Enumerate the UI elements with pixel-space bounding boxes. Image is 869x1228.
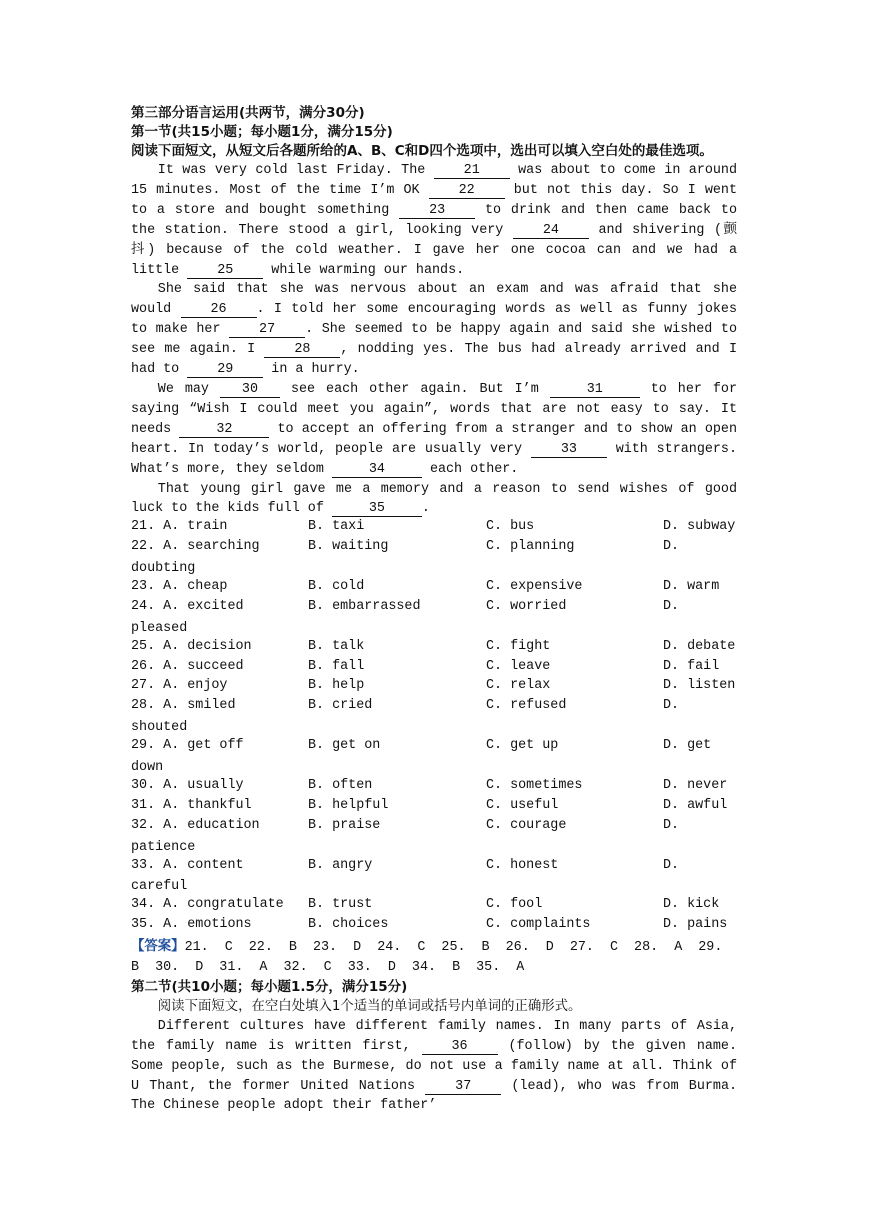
option-a[interactable]: [131, 678, 308, 698]
option-b[interactable]: [308, 858, 486, 878]
option-text: A. excited: [163, 598, 244, 614]
option-row: [131, 639, 737, 659]
option-text: D. fail: [663, 658, 720, 674]
option-text: A. get off: [163, 738, 244, 754]
option-c[interactable]: [486, 897, 663, 917]
option-text: A. congratulate: [163, 897, 284, 913]
option-a[interactable]: [131, 639, 308, 659]
option-d-continuation: careful: [131, 879, 188, 895]
option-wrap-row: [131, 838, 737, 858]
option-text: C. bus: [486, 519, 535, 535]
option-text: C. sometimes: [486, 777, 583, 793]
option-text: A. cheap: [163, 579, 228, 594]
question-number: 33.: [131, 857, 156, 873]
question-number: 22.: [131, 539, 156, 555]
document-page: [131, 104, 737, 1116]
option-b[interactable]: [308, 599, 486, 619]
option-text: D.: [663, 857, 680, 873]
question-number: 21.: [131, 519, 156, 535]
option-text: A. searching: [163, 539, 260, 555]
part-heading: 第三部分语言运用(共两节，满分30分): [131, 105, 365, 121]
option-text: A. content: [163, 857, 244, 873]
option-b[interactable]: [308, 917, 486, 937]
option-text: D. never: [663, 777, 728, 793]
option-text: A. decision: [163, 638, 252, 654]
passage1-paragraph-4: That young girl gave me a memory and a reason to send wishes of good luck to the kids full of 35 .: [131, 481, 737, 517]
answer-tag: 【答案】: [131, 939, 185, 955]
blank-27[interactable]: 27: [229, 322, 305, 338]
option-text: C. useful: [486, 797, 559, 813]
option-d[interactable]: [663, 917, 737, 937]
option-wrap-row: [131, 559, 737, 579]
option-d[interactable]: [663, 659, 737, 679]
option-d-continuation: shouted: [131, 720, 188, 736]
option-text: B. talk: [308, 638, 365, 654]
option-text: A. emotions: [163, 917, 252, 933]
option-b[interactable]: [308, 798, 486, 818]
option-text: D. kick: [663, 897, 720, 913]
option-d-continuation: down: [131, 760, 164, 776]
option-text: A. train: [163, 519, 228, 535]
option-d[interactable]: [663, 798, 737, 818]
blank-29[interactable]: 29: [187, 362, 263, 378]
option-text: D. pains: [663, 917, 728, 933]
option-text: B. trust: [308, 897, 373, 913]
option-c[interactable]: [486, 738, 663, 758]
blank-23[interactable]: 23: [399, 203, 475, 219]
option-row: [131, 858, 737, 878]
option-text: B. cold: [308, 579, 365, 594]
passage1-paragraph-1: It was very cold last Friday. The 21 was about to come in around 15 minutes. Most of the time I’m OK 22 but not this day. So I went to a store and bought something 23 to drink and then came back to the station. There stood a girl, looking very 24 and shivering (颤抖) because of the cold weather. I gave her one cocoa can and we had a little 25 while warming our hands.: [131, 163, 738, 278]
option-d[interactable]: [663, 579, 737, 599]
option-a[interactable]: [131, 818, 308, 838]
option-d-continuation: patience: [131, 839, 196, 855]
option-b[interactable]: [308, 818, 486, 838]
option-text: A. education: [163, 817, 260, 833]
option-text: A. enjoy: [163, 678, 228, 694]
passage2-paragraph-1: Different cultures have different family names. In many parts of Asia, the family name is written first, 36 (follow) by the given name. Some people, such as the Burmese, do not use a family name at all. Think of U Thant, the former United Nations 37 (lead), who was from Burma. The Chinese people adopt their father’: [131, 1018, 738, 1114]
option-b[interactable]: [308, 579, 486, 599]
option-b[interactable]: [308, 738, 486, 758]
section2-heading: 第二节(共10小题；每小题1.5分，满分15分): [131, 978, 408, 995]
blank-25[interactable]: 25: [187, 263, 263, 279]
option-a[interactable]: [131, 698, 308, 718]
option-text: C. get up: [486, 738, 559, 754]
question-number: 29.: [131, 738, 156, 754]
option-d[interactable]: [663, 738, 737, 758]
option-a[interactable]: [131, 798, 308, 818]
option-text: B. embarrassed: [308, 598, 421, 614]
option-text: C. courage: [486, 817, 567, 833]
option-text: B. fall: [308, 658, 365, 674]
option-d[interactable]: [663, 519, 737, 539]
option-c[interactable]: [486, 818, 663, 838]
section1-instructions: 阅读下面短文，从短文后各题所给的A、B、C和D四个选项中，选出可以填入空白处的最佳选项。: [131, 143, 713, 159]
option-text: B. choices: [308, 917, 389, 933]
option-a[interactable]: [131, 599, 308, 619]
option-b[interactable]: [308, 539, 486, 559]
option-row: [131, 659, 737, 679]
section2-instructions: 阅读下面短文，在空白处填入1个适当的单词或括号内单词的正确形式。: [157, 998, 582, 1014]
option-text: D.: [663, 539, 680, 555]
blank-35[interactable]: 35: [332, 501, 422, 517]
option-wrap-row: [131, 619, 737, 639]
question-number: 31.: [131, 797, 156, 813]
option-a[interactable]: [131, 858, 308, 878]
options-table: [131, 519, 737, 937]
option-text: C. expensive: [486, 579, 583, 594]
option-text: D. listen: [663, 678, 736, 694]
question-number: 28.: [131, 698, 156, 714]
option-row: [131, 897, 737, 917]
option-row: [131, 738, 737, 758]
option-text: B. praise: [308, 817, 381, 833]
option-text: D.: [663, 698, 680, 714]
question-number: 23.: [131, 579, 156, 594]
blank-22[interactable]: 22: [429, 183, 505, 199]
blank-33[interactable]: 33: [531, 442, 607, 458]
blank-30[interactable]: 30: [220, 382, 280, 398]
option-text: D. awful: [663, 797, 728, 813]
option-text: B. waiting: [308, 539, 389, 555]
option-text: C. relax: [486, 678, 551, 694]
option-d[interactable]: [663, 698, 737, 718]
option-row: [131, 778, 737, 798]
option-row: [131, 698, 737, 718]
option-b[interactable]: [308, 639, 486, 659]
option-a[interactable]: [131, 897, 308, 917]
option-text: C. fight: [486, 638, 551, 654]
option-c[interactable]: [486, 858, 663, 878]
option-b[interactable]: [308, 778, 486, 798]
option-d[interactable]: [663, 897, 737, 917]
option-text: C. honest: [486, 857, 559, 873]
answer-line-1: 【答案】21. C 22. B 23. D 24. C 25. B 26. D 27. C 28. A 29.: [131, 939, 723, 956]
question-number: 30.: [131, 777, 156, 793]
option-row: [131, 599, 737, 619]
option-row: [131, 798, 737, 818]
blank-36[interactable]: 36: [422, 1039, 498, 1055]
option-d[interactable]: [663, 778, 737, 798]
blank-26[interactable]: 26: [181, 302, 257, 318]
option-c[interactable]: [486, 778, 663, 798]
option-b[interactable]: [308, 659, 486, 679]
option-text: A. succeed: [163, 658, 244, 674]
option-text: A. usually: [163, 777, 244, 793]
option-text: C. worried: [486, 598, 567, 614]
option-row: [131, 579, 737, 599]
option-row: [131, 539, 737, 559]
option-a[interactable]: [131, 519, 308, 539]
option-a[interactable]: [131, 539, 308, 559]
option-text: C. fool: [486, 897, 543, 913]
option-wrap-row: [131, 877, 737, 897]
blank-21[interactable]: 21: [434, 163, 510, 179]
option-d[interactable]: [663, 678, 737, 698]
option-text: B. help: [308, 678, 365, 694]
option-b[interactable]: [308, 678, 486, 698]
option-a[interactable]: [131, 917, 308, 937]
option-text: B. helpful: [308, 797, 389, 813]
option-c[interactable]: [486, 678, 663, 698]
option-d[interactable]: [663, 639, 737, 659]
option-a[interactable]: [131, 778, 308, 798]
question-number: 27.: [131, 678, 156, 694]
option-c[interactable]: [486, 659, 663, 679]
passage1-paragraph-2: She said that she was nervous about an exam and was afraid that she would 26 . I told her some encouraging words as well as funny jokes to make her 27 . She seemed to be happy again and said she wished to see me again. I 28 , nodding yes. The bus had already arrived and I had to 29 in a hurry.: [131, 282, 737, 378]
option-b[interactable]: [308, 698, 486, 718]
option-d-continuation: pleased: [131, 620, 188, 636]
answer-line-2: B 30. D 31. A 32. C 33. D 34. B 35. A: [131, 960, 525, 976]
option-d[interactable]: [663, 599, 737, 619]
option-text: C. planning: [486, 539, 575, 555]
option-d[interactable]: [663, 818, 737, 838]
option-c[interactable]: [486, 599, 663, 619]
option-a[interactable]: [131, 579, 308, 599]
option-c[interactable]: [486, 639, 663, 659]
blank-37[interactable]: 37: [425, 1079, 501, 1095]
section1-heading: 第一节(共15小题；每小题1分，满分15分): [131, 124, 393, 140]
blank-32[interactable]: 32: [179, 422, 269, 438]
option-text: A. thankful: [163, 797, 252, 813]
option-text: D. warm: [663, 579, 720, 594]
option-text: B. get on: [308, 738, 381, 754]
option-c[interactable]: [486, 698, 663, 718]
option-text: B. cried: [308, 698, 373, 714]
option-row: [131, 917, 737, 937]
option-d[interactable]: [663, 858, 737, 878]
option-text: B. often: [308, 777, 373, 793]
option-a[interactable]: [131, 738, 308, 758]
option-text: C. complaints: [486, 917, 591, 933]
question-number: 25.: [131, 638, 156, 654]
option-row: [131, 818, 737, 838]
option-b[interactable]: [308, 897, 486, 917]
option-text: D.: [663, 598, 680, 614]
option-text: B. angry: [308, 857, 373, 873]
option-c[interactable]: [486, 539, 663, 559]
question-number: 35.: [131, 917, 156, 933]
option-row: [131, 519, 737, 539]
option-c[interactable]: [486, 579, 663, 599]
passage1-paragraph-3: We may 30 see each other again. But I’m 31 to her for saying “Wish I could meet you again”, words that are not easy to say. It needs 32 to accept an offering from a stranger and to show an open heart. In today’s world, people are usually very 33 with strangers. What’s more, they seldom 34 each other.: [131, 381, 738, 477]
option-text: A. smiled: [163, 698, 236, 714]
blank-24[interactable]: 24: [513, 223, 589, 239]
option-text: D. debate: [663, 638, 736, 654]
option-d[interactable]: [663, 539, 737, 559]
option-text: C. leave: [486, 658, 551, 674]
option-a[interactable]: [131, 659, 308, 679]
option-text: D. get: [663, 738, 712, 754]
option-row: [131, 678, 737, 698]
option-wrap-row: [131, 718, 737, 738]
option-c[interactable]: [486, 917, 663, 937]
question-number: 34.: [131, 897, 156, 913]
question-number: 26.: [131, 658, 156, 674]
option-text: D.: [663, 817, 680, 833]
option-c[interactable]: [486, 798, 663, 818]
option-text: C. refused: [486, 698, 567, 714]
option-c[interactable]: [486, 519, 663, 539]
option-b[interactable]: [308, 519, 486, 539]
question-number: 24.: [131, 598, 156, 614]
blank-28[interactable]: 28: [264, 342, 340, 358]
blank-34[interactable]: 34: [332, 462, 422, 478]
option-wrap-row: [131, 758, 737, 778]
option-text: D. subway: [663, 519, 736, 535]
blank-31[interactable]: 31: [550, 382, 640, 398]
option-text: B. taxi: [308, 519, 365, 535]
question-number: 32.: [131, 817, 156, 833]
option-d-continuation: doubting: [131, 561, 196, 577]
